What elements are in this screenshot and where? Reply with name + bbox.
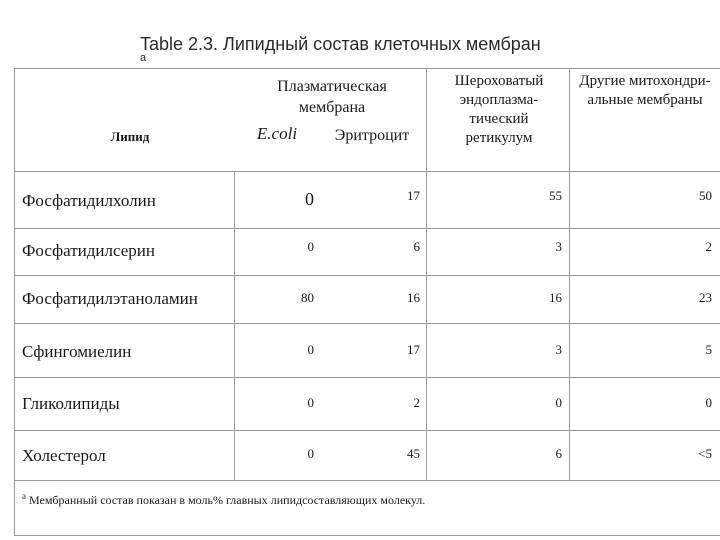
cell-rough-er: 55	[549, 188, 562, 203]
table-footnote	[22, 491, 425, 508]
cell-other-mito: 23	[699, 290, 712, 305]
table-border-left	[14, 68, 15, 536]
row-separator	[14, 377, 720, 378]
header-separator	[14, 171, 720, 172]
row-separator	[14, 323, 720, 324]
cell-other-mito: <5	[698, 446, 712, 461]
cell-erythrocyte: 17	[407, 188, 420, 203]
cell-erythrocyte: 45	[407, 446, 420, 461]
cell-erythrocyte: 2	[413, 395, 420, 410]
header-lipid: Липид	[110, 129, 150, 144]
footnote-separator	[14, 480, 720, 481]
cell-ecoli: 0	[307, 342, 314, 357]
row-label: Сфингомиелин	[22, 342, 132, 361]
row-label: Фосфатидилэтаноламин	[22, 289, 198, 308]
cell-rough-er: 0	[555, 395, 562, 410]
header-rough-er: Шероховатый эндоплазма-тический ретикулум	[454, 73, 544, 146]
cell-ecoli: 0	[305, 189, 314, 209]
header-plasma-membrane: Плазматическая мембрана	[277, 78, 387, 116]
header-ecoli: E.coli	[256, 124, 298, 143]
column-divider	[569, 68, 570, 480]
cell-ecoli: 0	[307, 446, 314, 461]
cell-ecoli: 80	[301, 290, 314, 305]
cell-ecoli: 0	[307, 395, 314, 410]
cell-rough-er: 3	[555, 239, 562, 254]
title-superscript: a	[140, 52, 147, 64]
row-separator	[14, 275, 720, 276]
cell-other-mito: 50	[699, 188, 712, 203]
table-border-top	[14, 68, 720, 69]
cell-other-mito: 5	[705, 342, 712, 357]
cell-other-mito: 0	[705, 395, 712, 410]
row-label: Холестерол	[22, 446, 106, 465]
row-label: Гликолипиды	[22, 394, 120, 413]
cell-erythrocyte: 6	[413, 239, 420, 254]
footnote-text: Мембранный состав показан в моль% главных липидсоставляющих молекул.	[29, 493, 426, 507]
column-divider	[234, 171, 235, 480]
cell-rough-er: 3	[555, 342, 562, 357]
cell-ecoli: 0	[307, 239, 314, 254]
header-erythrocyte: Эритроцит	[334, 127, 410, 144]
cell-erythrocyte: 17	[407, 342, 420, 357]
table-border-bottom	[14, 535, 720, 536]
row-label: Фосфатидилхолин	[22, 191, 156, 210]
cell-other-mito: 2	[705, 239, 712, 254]
column-divider	[426, 68, 427, 480]
row-separator	[14, 430, 720, 431]
cell-erythrocyte: 16	[407, 290, 420, 305]
footnote-marker: a	[22, 491, 26, 501]
cell-rough-er: 6	[555, 446, 562, 461]
header-other-mito: Другие митохондри-альные мембраны	[579, 73, 711, 108]
cell-rough-er: 16	[549, 290, 562, 305]
row-separator	[14, 228, 720, 229]
row-label: Фосфатидилсерин	[22, 241, 155, 260]
table-title: Table 2.3. Липидный состав клеточных мембран	[140, 34, 541, 54]
